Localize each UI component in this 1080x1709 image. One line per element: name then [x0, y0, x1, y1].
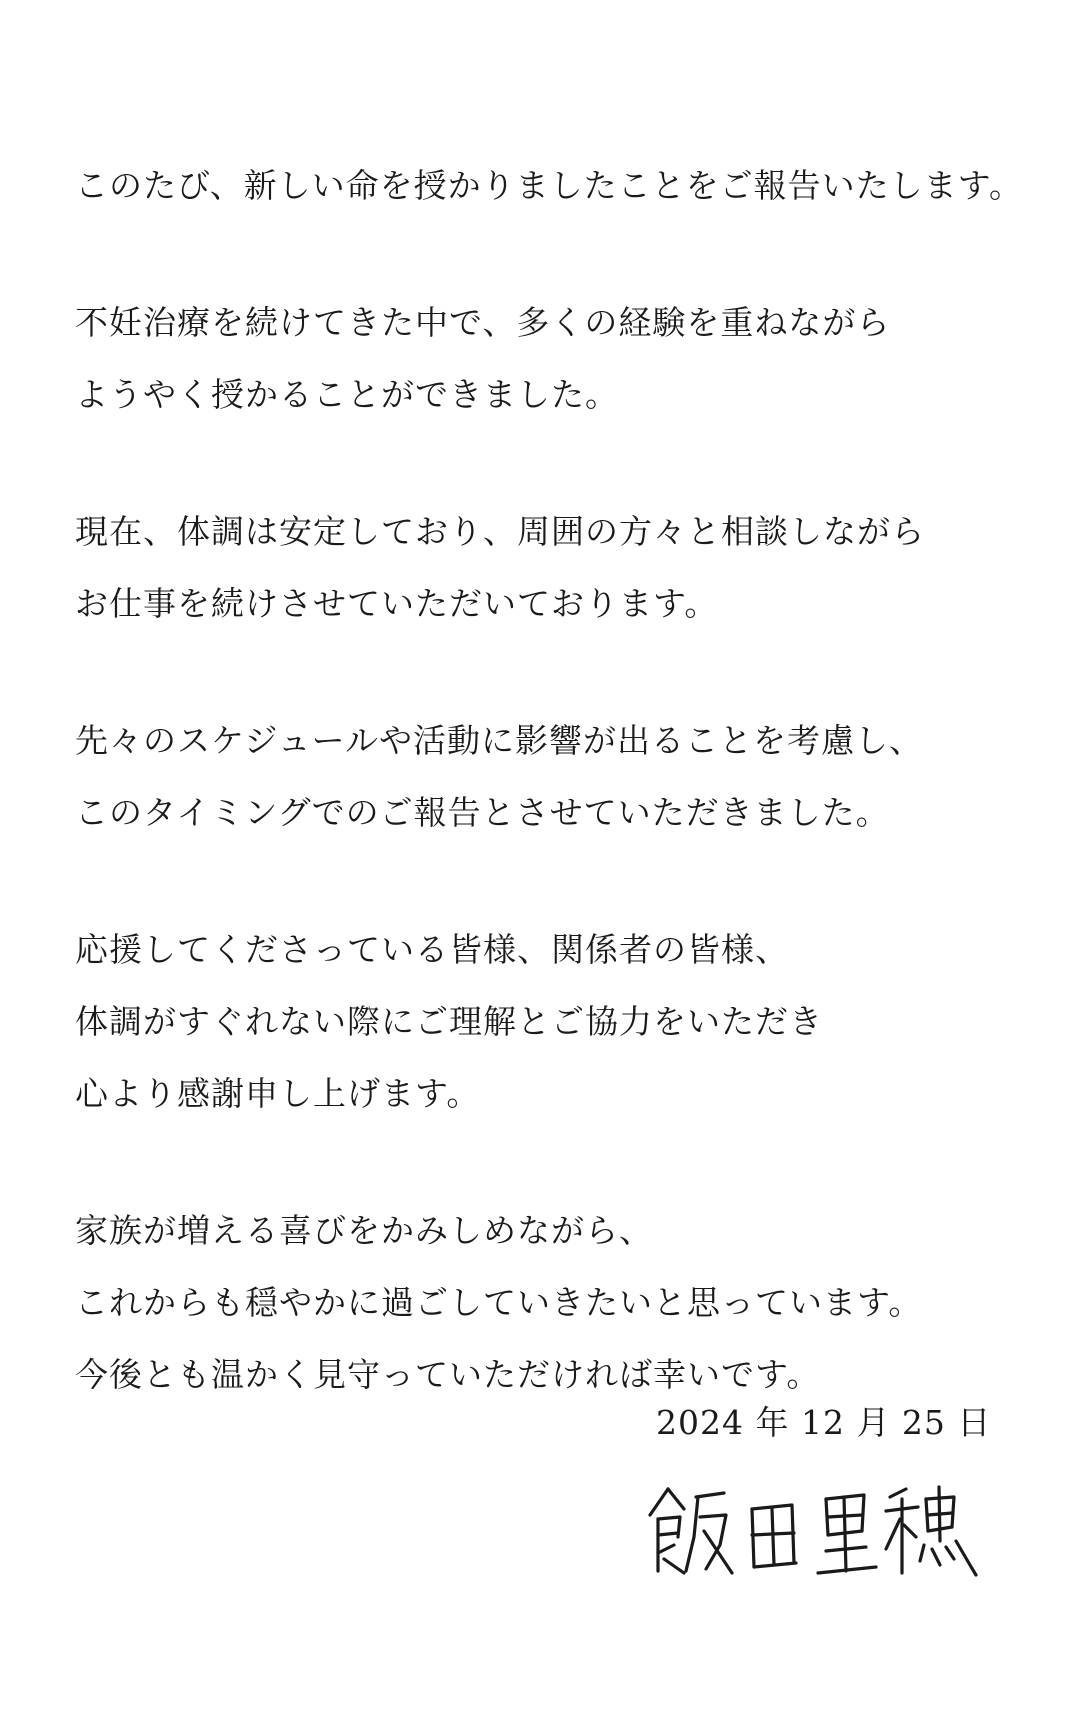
- text-line: 体調がすぐれない際にご理解とご協力をいただき: [75, 1002, 823, 1041]
- letter-date: 2024 年 12 月 25 日: [656, 1403, 992, 1442]
- handwritten-signature: [640, 1475, 980, 1585]
- text-line: これからも穏やかに過ごしていきたいと思っています。: [75, 1283, 923, 1322]
- letter-body: [75, 150, 1035, 1476]
- text-line: 今後とも温かく見守っていただければ幸いです。: [75, 1355, 821, 1394]
- text-line: 不妊治療を続けてきた中で、多くの経験を重ねながら: [75, 303, 891, 342]
- text-line: ようやく授かることができました。: [75, 375, 619, 414]
- text-line: 現在、体調は安定しており、周囲の方々と相談しながら: [75, 512, 925, 551]
- text-line: このタイミングでのご報告とさせていただきました。: [75, 793, 890, 832]
- text-line: 応援してくださっている皆様、関係者の皆様、: [75, 930, 789, 969]
- paragraph: [75, 1195, 1035, 1411]
- paragraph: [75, 496, 1035, 640]
- paragraph: [75, 705, 1035, 849]
- paragraph: [75, 914, 1035, 1130]
- paragraph: [75, 150, 1035, 222]
- text-line: 家族が増える喜びをかみしめながら、: [75, 1211, 653, 1250]
- text-line: 心より感謝申し上げます。: [75, 1074, 481, 1113]
- text-line: このたび、新しい命を授かりましたことをご報告いたします。: [75, 166, 1024, 205]
- text-line: お仕事を続けさせていただいております。: [75, 584, 719, 623]
- paragraph: [75, 287, 1035, 431]
- text-line: 先々のスケジュールや活動に影響が出ることを考慮し、: [75, 721, 924, 760]
